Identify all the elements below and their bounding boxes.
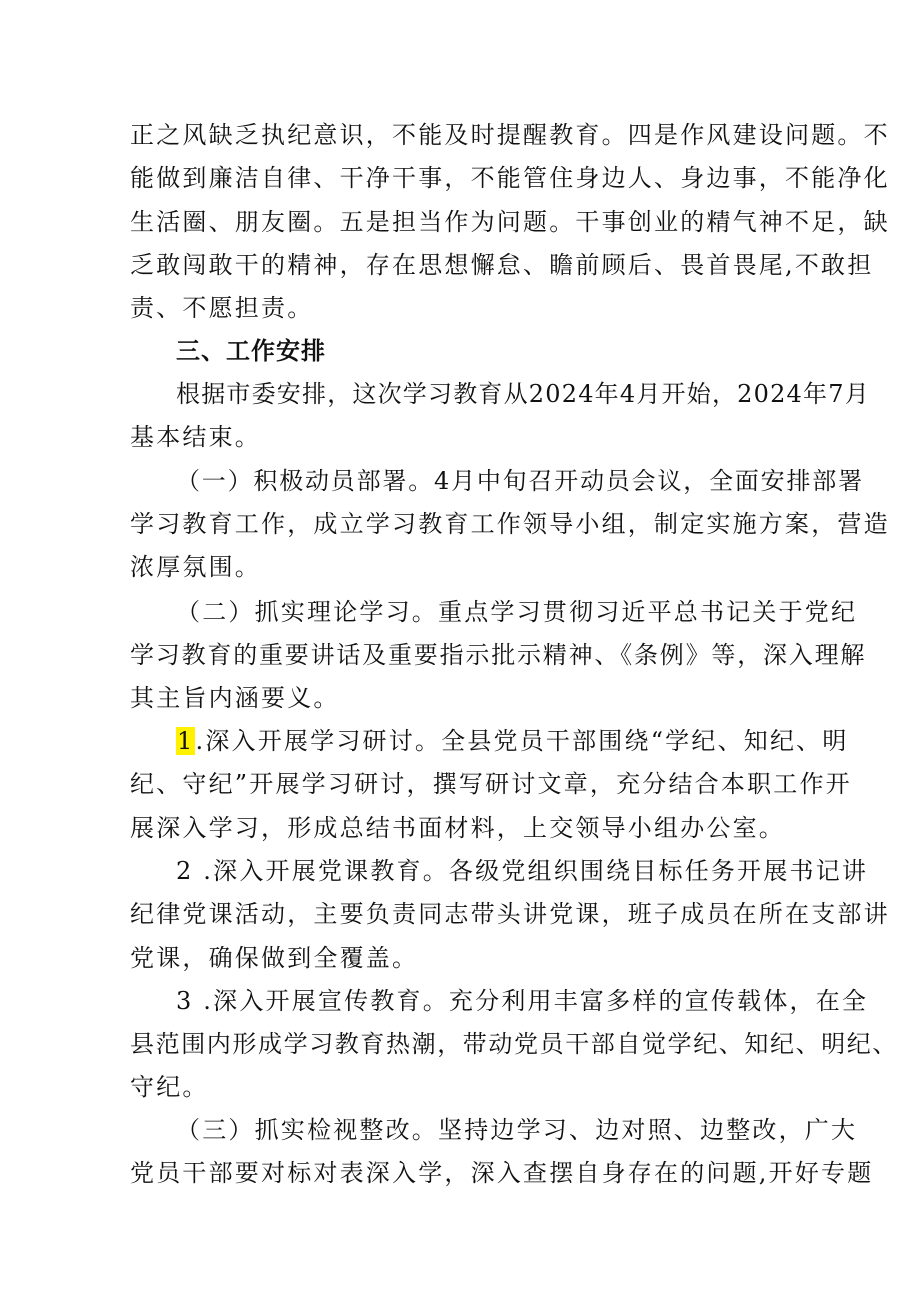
text-line: 党课，确保做到全覆盖。 — [130, 944, 419, 972]
text-line: 2 .深入开展党课教育。各级党组织围绕目标任务开展书记讲 — [176, 857, 869, 885]
text-line: 学习教育工作，成立学习教育工作领导小组，制定实施方案，营造 — [130, 510, 890, 538]
text-line: 正之风缺乏执纪意识，不能及时提醒教育。四是作风建设问题。不 — [130, 121, 890, 149]
text-line: 其主旨内涵要义。 — [130, 684, 340, 712]
text-line: 乏敢闯敢干的精神，存在思想懈怠、瞻前顾后、畏首畏尾,不敢担 — [130, 251, 874, 279]
text-line: 根据市委安排，这次学习教育从2024年4月开始，2024年7月 — [176, 380, 870, 408]
text-line: （二）抓实理论学习。重点学习贯彻习近平总书记关于党纪 — [176, 598, 858, 626]
section-heading: 三、工作安排 — [176, 337, 326, 365]
text-line: 县范围内形成学习教育热潮，带动党员干部自觉学纪、知纪、明纪、 — [130, 1030, 898, 1058]
list-item-line — [176, 721, 849, 756]
text-line: 浓厚氛围。 — [130, 553, 261, 581]
text-line: 能做到廉洁自律、干净干事，不能管住身边人、身边事，不能净化 — [130, 164, 890, 192]
text-line: 基本结束。 — [130, 423, 261, 451]
text-line: 党员干部要对标对表深入学，深入查摆自身存在的问题,开好专题 — [130, 1159, 874, 1187]
text-line: 责、不愿担责。 — [130, 294, 314, 322]
text-line: 学习教育的重要讲话及重要指示批示精神、《条例》等，深入理解 — [130, 641, 867, 669]
text-line: 生活圈、朋友圈。五是担当作为问题。干事创业的精气神不足，缺 — [130, 208, 890, 236]
text-line: 3 .深入开展宣传教育。充分利用丰富多样的宣传载体，在全 — [176, 987, 869, 1015]
text-line: 守纪。 — [130, 1073, 209, 1101]
text-segment: .深入开展学习研讨。全县党员干部围绕“学纪、知纪、明 — [195, 727, 849, 755]
highlighted-number: 1 — [177, 727, 195, 755]
text-line: （一）积极动员部署。4月中旬召开动员会议，全面安排部署 — [176, 467, 864, 495]
text-line: 纪律党课活动，主要负责同志带头讲党课，班子成员在所在支部讲 — [130, 900, 890, 928]
text-line: 展深入学习，形成总结书面材料，上交领导小组办公室。 — [130, 814, 785, 842]
text-line: （三）抓实检视整改。坚持边学习、边对照、边整改，广大 — [176, 1116, 858, 1144]
text-line: 纪、守纪”开展学习研讨，撰写研讨文章，充分结合本职工作开 — [130, 770, 852, 798]
